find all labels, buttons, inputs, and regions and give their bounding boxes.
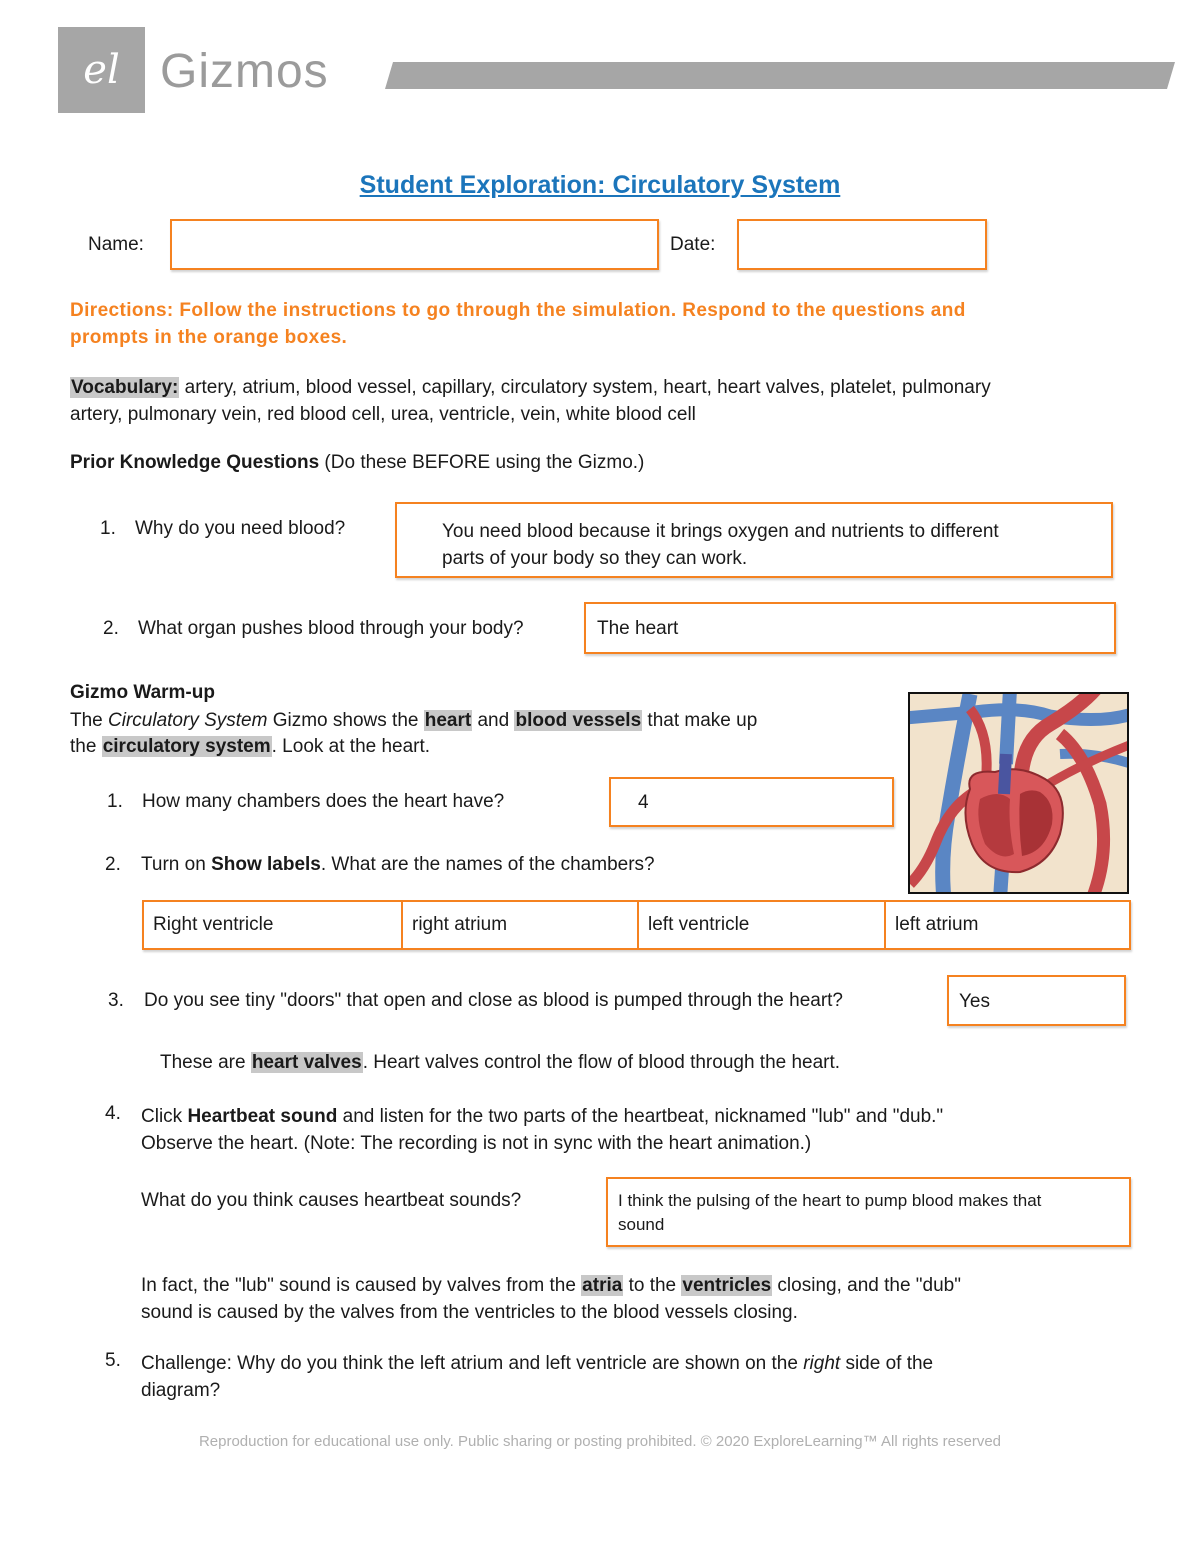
prior-q2-number: 2. <box>103 618 119 639</box>
warmup-p2-b: . Look at the heart. <box>271 736 431 757</box>
logo-glyph: el <box>83 47 120 93</box>
warmup-p2-a: the <box>70 736 102 757</box>
warmup-q5-number: 5. <box>105 1350 121 1371</box>
chamber-cell-2[interactable]: right atrium <box>403 902 639 948</box>
heartbeat-sound-bold: Heartbeat sound <box>187 1106 338 1127</box>
name-label: Name: <box>88 234 144 255</box>
directions-line-2: prompts in the orange boxes. <box>70 327 348 348</box>
q5-b: side of the <box>840 1353 934 1374</box>
answer-4-line-1: I think the pulsing of the heart to pump blood makes that <box>618 1191 1042 1210</box>
warmup-q2-a: Turn on <box>141 854 212 875</box>
directions-line-1: Directions: Follow the instructions to go through the simulation. Respond to the questions and <box>70 300 966 321</box>
chamber-cell-4[interactable]: left atrium <box>895 914 979 935</box>
explorelearning-logo <box>58 27 145 113</box>
prior-q1-number: 1. <box>100 518 116 539</box>
header-bar <box>385 62 1175 89</box>
warmup-answer-3-box[interactable] <box>947 975 1126 1026</box>
answer-4-line-2: sound <box>618 1215 665 1234</box>
vena-cava-upper <box>1006 694 1010 764</box>
date-label: Date: <box>670 234 716 255</box>
q5-line-2: diagram? <box>141 1380 221 1401</box>
highlight-heart: heart <box>424 710 472 731</box>
heart-illustration <box>908 692 1129 894</box>
warmup-q4-sub: What do you think causes heartbeat sounds? <box>141 1190 522 1211</box>
prior-answer-1-line-2: parts of your body so they can work. <box>442 548 748 569</box>
prior-heading-note: (Do these BEFORE using the Gizmo.) <box>319 452 645 473</box>
vocabulary-line-1: artery, atrium, blood vessel, capillary, circulatory system, heart, heart valves, platelet, pulmonary <box>179 377 991 398</box>
warmup-q5-text <box>141 1350 1141 1404</box>
warmup-q3-number: 3. <box>108 990 124 1011</box>
warmup-answer-4-box[interactable] <box>606 1177 1131 1247</box>
prior-answer-2-box[interactable] <box>584 602 1116 654</box>
warmup-q2-number: 2. <box>105 854 121 875</box>
heart-diagram-svg <box>910 694 1127 892</box>
name-field[interactable] <box>170 219 659 270</box>
warmup-q4-text <box>141 1103 1141 1157</box>
valves-b: . Heart valves control the flow of blood through the heart. <box>362 1052 841 1073</box>
warmup-q4-number: 4. <box>105 1103 121 1124</box>
chamber-cell-3[interactable]: left ventricle <box>639 902 886 948</box>
vocabulary <box>70 374 1160 428</box>
lub-dub-fact <box>141 1272 1141 1326</box>
footer-copyright: Reproduction for educational use only. Public sharing or posting prohibited. © 2020 ExploreLearning™ All rights reserved <box>198 1433 1002 1450</box>
prior-knowledge-heading <box>70 452 644 474</box>
warmup-p1-d: that make up <box>642 710 758 731</box>
warmup-q2-text <box>141 854 655 876</box>
warmup-answer-1: 4 <box>638 792 649 813</box>
highlight-ventricles: ventricles <box>682 1275 772 1296</box>
warmup-p1-c: and <box>472 710 515 731</box>
vocabulary-label: Vocabulary: <box>71 377 179 398</box>
prior-q2-text: What organ pushes blood through your body? <box>138 618 524 639</box>
fact-a: In fact, the "lub" sound is caused by valves from the <box>141 1275 582 1296</box>
warmup-answer-3: Yes <box>959 991 990 1012</box>
prior-answer-1-box[interactable] <box>395 502 1113 578</box>
prior-answer-2: The heart <box>597 618 679 639</box>
highlight-circulatory-system: circulatory system <box>102 736 271 757</box>
warmup-p1-italic: Circulatory System <box>108 710 268 731</box>
prior-answer-1-line-1: You need blood because it brings oxygen and nutrients to different <box>442 521 999 542</box>
q5-italic: right <box>803 1353 841 1374</box>
warmup-intro <box>70 708 890 760</box>
highlight-blood-vessels: blood vessels <box>515 710 642 731</box>
warmup-answer-4 <box>618 1189 1041 1237</box>
q4-line-2: Observe the heart. (Note: The recording is not in sync with the heart animation.) <box>141 1133 812 1154</box>
warmup-q2-b: . What are the names of the chambers? <box>320 854 655 875</box>
prior-q1-text: Why do you need blood? <box>135 518 346 539</box>
highlight-heart-valves: heart valves <box>251 1052 362 1073</box>
fact-c: closing, and the "dub" <box>772 1275 961 1296</box>
pulmonary-trunk <box>1004 754 1006 794</box>
highlight-atria: atria <box>582 1275 623 1296</box>
warmup-q1-text: How many chambers does the heart have? <box>142 791 505 812</box>
valves-a: These are <box>160 1052 251 1073</box>
q4-a: Click <box>141 1106 188 1127</box>
warmup-answer-1-box[interactable] <box>609 777 894 827</box>
heart-valves-note <box>160 1052 840 1074</box>
chambers-table <box>142 900 1131 950</box>
warmup-p1-a: The <box>70 710 109 731</box>
date-field[interactable] <box>737 219 987 270</box>
vena-cava-lower <box>1000 869 1002 892</box>
warmup-p1-b: Gizmo shows the <box>267 710 424 731</box>
chamber-cell-1[interactable]: Right ventricle <box>144 902 403 948</box>
prior-heading-bold: Prior Knowledge Questions <box>70 452 320 473</box>
prior-answer-1 <box>442 518 999 572</box>
directions <box>70 297 1150 351</box>
gizmos-brand: Gizmos <box>160 45 329 98</box>
page-title: Student Exploration: Circulatory System <box>359 171 841 199</box>
show-labels-bold: Show labels <box>211 854 321 875</box>
fact-b: to the <box>623 1275 682 1296</box>
fact-line-2: sound is caused by the valves from the ventricles to the blood vessels closing. <box>141 1302 798 1323</box>
warmup-q3-text: Do you see tiny "doors" that open and close as blood is pumped through the heart? <box>144 990 844 1011</box>
q4-b: and listen for the two parts of the heartbeat, nicknamed "lub" and "dub." <box>337 1106 944 1127</box>
vocabulary-line-2: artery, pulmonary vein, red blood cell, urea, ventricle, vein, white blood cell <box>70 404 696 425</box>
warmup-q1-number: 1. <box>107 791 123 812</box>
warmup-heading: Gizmo Warm-up <box>70 682 215 703</box>
q5-a: Challenge: Why do you think the left atrium and left ventricle are shown on the <box>141 1353 804 1374</box>
